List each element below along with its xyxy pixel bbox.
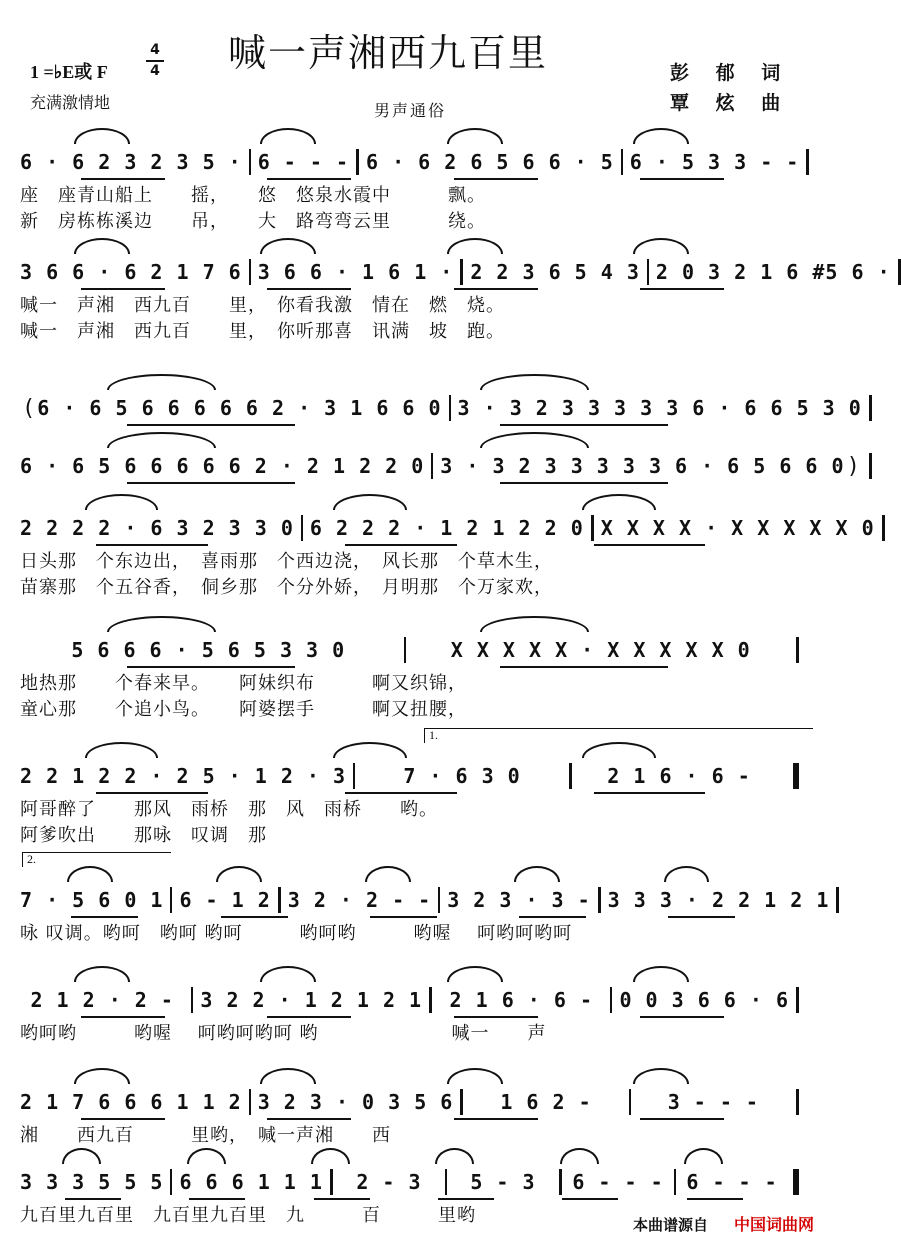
measure: 2 0 3 2 1 6 #5 6 · bbox=[655, 260, 891, 284]
slur-mark bbox=[664, 866, 710, 882]
slur-mark bbox=[684, 1148, 723, 1164]
bar-line bbox=[836, 887, 839, 913]
beam-mark bbox=[519, 916, 586, 918]
lyric-line: 九百里九百里 九百里九百里 九 百 里哟 bbox=[20, 1205, 476, 1226]
bar-line bbox=[431, 453, 433, 479]
performer-note: 男声通俗 bbox=[374, 101, 447, 120]
beam-mark bbox=[594, 544, 706, 546]
measure: X X X X X · X X X X X 0 bbox=[450, 638, 751, 662]
score-system bbox=[20, 852, 830, 947]
slur-mark bbox=[107, 432, 215, 448]
measure: 3 · 3 2 3 3 3 3 3 6 · 6 5 6 6 0 bbox=[440, 454, 845, 478]
measure: 7 · 5 6 0 1 bbox=[20, 888, 164, 912]
bar-line bbox=[598, 887, 601, 913]
measure: 3 2 2 · 1 2 1 2 1 bbox=[200, 988, 423, 1012]
slur-mark bbox=[633, 128, 689, 144]
slur-mark bbox=[435, 1148, 474, 1164]
bar-line bbox=[806, 149, 809, 175]
beam-row bbox=[20, 287, 806, 293]
slur-mark bbox=[582, 742, 656, 758]
beam-mark bbox=[96, 544, 208, 546]
score-system bbox=[20, 728, 806, 849]
beam-row bbox=[20, 177, 806, 183]
time-bottom: 4 bbox=[150, 63, 160, 79]
bar-line bbox=[796, 987, 799, 1013]
bar-line bbox=[330, 1169, 333, 1195]
bar-line bbox=[559, 1169, 562, 1195]
score-system bbox=[20, 1066, 806, 1149]
beam-mark bbox=[127, 666, 295, 668]
beam-mark bbox=[267, 1016, 351, 1018]
beam-mark bbox=[454, 178, 538, 180]
close-paren: ) bbox=[846, 453, 860, 479]
lyric-line: 喊一 声湘 西九百 里， 你听那喜 讯满 坡 跑。 bbox=[20, 321, 505, 342]
measure: 2 1 2 · 2 - bbox=[30, 988, 174, 1012]
measure: 6 · 6 5 6 6 6 6 6 2 · 3 1 6 6 0 bbox=[37, 396, 442, 420]
notation-line bbox=[20, 512, 875, 543]
slur-mark bbox=[260, 238, 316, 254]
final-bar-line bbox=[793, 1169, 799, 1195]
beam-mark bbox=[314, 1198, 370, 1200]
beam-mark bbox=[454, 1016, 538, 1018]
volta-bracket: 1. bbox=[424, 728, 813, 743]
beam-mark bbox=[267, 288, 351, 290]
beam-mark bbox=[65, 1198, 121, 1200]
lyric-line: 新 房栋栋溪边 吊， 大 路弯弯云里 绕。 bbox=[20, 211, 486, 232]
score-system bbox=[20, 492, 875, 601]
slur-row bbox=[20, 236, 806, 256]
measure: 3 6 6 · 1 6 1 · bbox=[257, 260, 454, 284]
time-top: 4 bbox=[150, 42, 160, 58]
slur-mark bbox=[74, 1068, 130, 1084]
measure: 6 · 6 2 3 2 3 5 · bbox=[20, 150, 242, 174]
key-signature: 1 =♭E或 F bbox=[30, 62, 108, 82]
beam-mark bbox=[81, 178, 165, 180]
lyric-line: 座 座青山船上 摇， 悠 悠泉水霞中 飘。 bbox=[20, 185, 486, 206]
slur-mark bbox=[582, 494, 656, 510]
slur-mark bbox=[260, 128, 316, 144]
slur-mark bbox=[480, 432, 588, 448]
score-system bbox=[20, 614, 806, 723]
measure: 3 3 3 · 2 2 1 2 1 bbox=[607, 888, 830, 912]
slur-row bbox=[20, 1146, 806, 1166]
measure: 6 6 6 1 1 1 bbox=[179, 1170, 323, 1194]
beam-mark bbox=[562, 1198, 618, 1200]
score-system bbox=[20, 964, 806, 1047]
beam-mark bbox=[345, 544, 457, 546]
slur-mark bbox=[480, 374, 588, 390]
lyric-line: 阿爹吹出 那咏 叹调 那 bbox=[20, 825, 267, 846]
slur-mark bbox=[74, 966, 130, 982]
lyric-line: 童心那 个追小鸟。 阿婆摆手 啊又扭腰， bbox=[20, 699, 467, 720]
tempo-mood: 充满激情地 bbox=[30, 93, 111, 112]
notation-line bbox=[20, 760, 806, 791]
bar-line bbox=[674, 1169, 676, 1195]
measure: 7 · 6 3 0 bbox=[403, 764, 521, 788]
measure: 3 2 · 2 - - bbox=[287, 888, 432, 912]
measure: 6 - - - bbox=[686, 1170, 778, 1194]
beam-mark bbox=[81, 288, 165, 290]
slur-row bbox=[20, 492, 806, 512]
slur-row bbox=[20, 864, 806, 884]
slur-mark bbox=[107, 374, 215, 390]
bar-line bbox=[249, 149, 251, 175]
beam-row bbox=[20, 665, 806, 671]
beam-mark bbox=[127, 482, 295, 484]
beam-mark bbox=[370, 916, 437, 918]
slur-row bbox=[20, 740, 806, 760]
beam-mark bbox=[345, 792, 457, 794]
bar-line bbox=[869, 395, 872, 421]
slur-mark bbox=[447, 238, 503, 254]
notation-line bbox=[20, 634, 806, 665]
slur-mark bbox=[447, 1068, 503, 1084]
bar-line bbox=[898, 259, 901, 285]
slur-mark bbox=[633, 966, 689, 982]
measure: 2 2 2 2 · 6 3 2 3 3 0 bbox=[20, 516, 294, 540]
beam-row bbox=[20, 423, 806, 429]
beam-mark bbox=[640, 288, 724, 290]
measure: 5 - 3 bbox=[470, 1170, 536, 1194]
slur-mark bbox=[311, 1148, 350, 1164]
slur-mark bbox=[560, 1148, 599, 1164]
notation-line bbox=[20, 1086, 806, 1117]
bar-line bbox=[249, 259, 251, 285]
beam-row bbox=[20, 915, 806, 921]
notation-line bbox=[20, 450, 860, 481]
beam-row bbox=[20, 481, 806, 487]
bar-line bbox=[569, 763, 572, 789]
slur-mark bbox=[216, 866, 262, 882]
beam-mark bbox=[71, 916, 138, 918]
lyric-line: 地热那 个春来早。 阿妹织布 啊又织锦， bbox=[20, 673, 467, 694]
measure: 6 · 6 5 6 6 6 6 6 2 · 2 1 2 2 0 bbox=[20, 454, 425, 478]
slur-row bbox=[20, 964, 806, 984]
measure: 2 1 6 · 6 - bbox=[607, 764, 751, 788]
beam-mark bbox=[454, 1118, 538, 1120]
measure: 3 2 3 · 0 3 5 6 bbox=[257, 1090, 454, 1114]
beam-row bbox=[20, 791, 806, 797]
lyric-line: 湘 西九百 里哟， 喊一声湘 西 bbox=[20, 1125, 391, 1146]
bar-line bbox=[449, 395, 451, 421]
slur-mark bbox=[633, 238, 689, 254]
lyric-line: 日头那 个东边出， 喜雨那 个西边浇， 风长那 个草木生， bbox=[20, 551, 553, 572]
notation-line bbox=[20, 1166, 806, 1197]
slur-mark bbox=[74, 238, 130, 254]
score-system bbox=[20, 236, 891, 345]
measure: 3 2 3 · 3 - bbox=[447, 888, 591, 912]
bar-line bbox=[460, 259, 463, 285]
notation-line bbox=[20, 984, 806, 1015]
volta-bracket: 2. bbox=[22, 852, 171, 867]
slur-mark bbox=[260, 966, 316, 982]
measure: 2 2 1 2 2 · 2 5 · 1 2 · 3 bbox=[20, 764, 347, 788]
slur-row bbox=[20, 1066, 806, 1086]
beam-mark bbox=[81, 1016, 165, 1018]
lyricist-credit: 彭 郁 词 bbox=[670, 62, 791, 84]
beam-mark bbox=[687, 1198, 743, 1200]
beam-row bbox=[20, 1117, 806, 1123]
beam-row bbox=[20, 1015, 806, 1021]
bar-line bbox=[170, 887, 172, 913]
measure: 2 2 3 6 5 4 3 bbox=[470, 260, 640, 284]
bar-line bbox=[191, 987, 193, 1013]
notation-line bbox=[20, 392, 862, 423]
slur-mark bbox=[187, 1148, 226, 1164]
time-signature bbox=[146, 42, 164, 80]
slur-mark bbox=[107, 616, 215, 632]
notation-line bbox=[20, 146, 806, 177]
slur-mark bbox=[447, 966, 503, 982]
measure: 5 6 6 6 · 5 6 5 3 3 0 bbox=[71, 638, 346, 662]
slur-row bbox=[20, 372, 806, 392]
lyric-line: 苗寨那 个五谷香， 侗乡那 个分外娇， 月明那 个万家欢， bbox=[20, 577, 553, 598]
composer-credit: 覃 炫 曲 bbox=[670, 92, 791, 114]
measure: 1 6 2 - bbox=[500, 1090, 592, 1114]
beam-mark bbox=[189, 1198, 245, 1200]
beam-mark bbox=[594, 792, 706, 794]
slur-row bbox=[20, 126, 806, 146]
beam-mark bbox=[640, 178, 724, 180]
measure: 3 3 3 5 5 5 bbox=[20, 1170, 164, 1194]
slur-mark bbox=[260, 1068, 316, 1084]
beam-mark bbox=[127, 424, 295, 426]
beam-mark bbox=[668, 916, 735, 918]
measure: 2 1 7 6 6 6 1 1 2 bbox=[20, 1090, 242, 1114]
beam-row bbox=[20, 1197, 806, 1203]
beam-mark bbox=[500, 482, 668, 484]
beam-mark bbox=[438, 1198, 494, 1200]
measure: X X X X · X X X X X 0 bbox=[600, 516, 875, 540]
slur-mark bbox=[480, 616, 588, 632]
song-title: 喊一声湘西九百里 bbox=[228, 31, 549, 75]
bar-line bbox=[796, 1089, 799, 1115]
beam-mark bbox=[640, 1118, 724, 1120]
slur-mark bbox=[62, 1148, 101, 1164]
measure: 6 · 5 3 3 - - bbox=[629, 150, 800, 174]
slur-mark bbox=[333, 742, 407, 758]
measure: 2 - 3 bbox=[356, 1170, 422, 1194]
slur-mark bbox=[85, 494, 159, 510]
slur-mark bbox=[85, 742, 159, 758]
slur-mark bbox=[67, 866, 113, 882]
bar-line bbox=[445, 1169, 447, 1195]
lyric-line: 阿哥醉了 那风 雨桥 那 风 雨桥 哟。 bbox=[20, 799, 438, 820]
beam-mark bbox=[500, 666, 668, 668]
bar-line bbox=[647, 259, 649, 285]
measure: 6 · 6 2 6 5 6 6 · 5 bbox=[366, 150, 614, 174]
bar-line bbox=[591, 515, 594, 541]
measure: 6 - - - bbox=[572, 1170, 664, 1194]
bar-line bbox=[249, 1089, 251, 1115]
site-name[interactable]: 中国词曲网 bbox=[733, 1215, 814, 1234]
measure: 2 1 6 · 6 - bbox=[449, 988, 593, 1012]
beam-mark bbox=[96, 792, 208, 794]
measure: 3 - - - bbox=[667, 1090, 759, 1114]
bar-line bbox=[404, 637, 406, 663]
bar-line bbox=[610, 987, 612, 1013]
bar-line bbox=[353, 763, 355, 789]
beam-mark bbox=[267, 178, 351, 180]
bar-line bbox=[356, 149, 359, 175]
score-system bbox=[20, 126, 806, 235]
notation-line bbox=[20, 884, 830, 915]
slur-mark bbox=[333, 494, 407, 510]
measure: 3 · 3 2 3 3 3 3 3 6 · 6 6 5 3 0 bbox=[457, 396, 862, 420]
repeat-bar-line bbox=[793, 763, 799, 789]
bar-line bbox=[301, 515, 303, 541]
measure: 6 - - - bbox=[257, 150, 349, 174]
slur-mark bbox=[74, 128, 130, 144]
slur-mark bbox=[514, 866, 560, 882]
measure: 6 2 2 2 · 1 2 1 2 2 0 bbox=[309, 516, 584, 540]
source-note: 本曲谱源自 bbox=[632, 1216, 708, 1234]
score-system bbox=[20, 430, 860, 487]
bar-line bbox=[438, 887, 440, 913]
beam-mark bbox=[454, 288, 538, 290]
beam-mark bbox=[500, 424, 668, 426]
slur-mark bbox=[447, 128, 503, 144]
measure: 6 - 1 2 bbox=[179, 888, 271, 912]
notation-line bbox=[20, 256, 891, 287]
beam-mark bbox=[221, 916, 288, 918]
bar-line bbox=[621, 149, 623, 175]
lyric-line: 喊一 声湘 西九百 里， 你看我激 情在 燃 烧。 bbox=[20, 295, 505, 316]
slur-row bbox=[20, 614, 806, 634]
slur-row bbox=[20, 430, 806, 450]
bar-line bbox=[170, 1169, 172, 1195]
measure: 3 6 6 · 6 2 1 7 6 bbox=[20, 260, 242, 284]
beam-mark bbox=[81, 1118, 165, 1120]
bar-line bbox=[882, 515, 885, 541]
bar-line bbox=[869, 453, 872, 479]
bar-line bbox=[278, 887, 281, 913]
beam-mark bbox=[640, 1016, 724, 1018]
beam-row bbox=[20, 543, 806, 549]
bar-line bbox=[796, 637, 799, 663]
lyric-line: 哟呵哟 哟喔 呵哟呵哟呵 哟 喊一 声 bbox=[20, 1023, 547, 1044]
measure: 0 0 3 6 6 · 6 bbox=[619, 988, 789, 1012]
bar-line bbox=[629, 1089, 631, 1115]
score-system bbox=[20, 372, 862, 429]
open-paren: ( bbox=[22, 395, 36, 421]
bar-line bbox=[429, 987, 432, 1013]
lyric-line: 咏 叹调。哟呵 哟呵 哟呵 哟呵哟 哟喔 呵哟呵哟呵 bbox=[20, 923, 573, 944]
beam-mark bbox=[267, 1118, 351, 1120]
bar-line bbox=[460, 1089, 463, 1115]
slur-mark bbox=[365, 866, 411, 882]
slur-mark bbox=[633, 1068, 689, 1084]
